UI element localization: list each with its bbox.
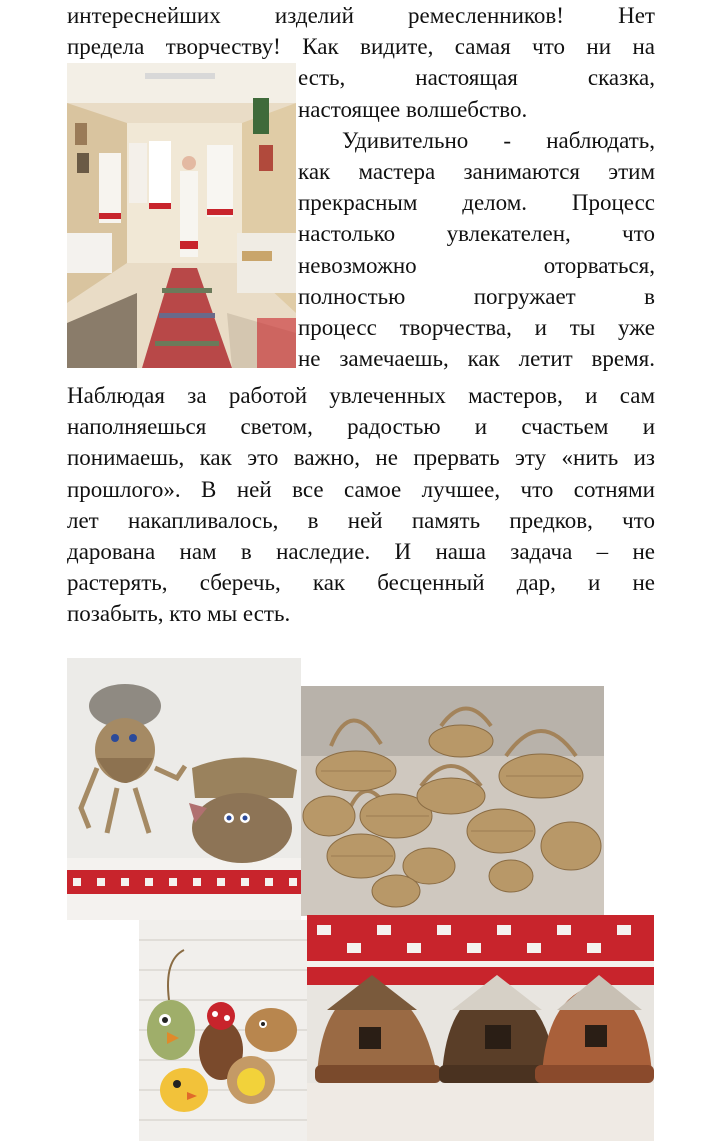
text-line: как мастера занимаются этим (298, 159, 655, 184)
text-line: прекрасным делом. Процесс (298, 190, 655, 216)
text-line: процесс творчества, и ты уже (298, 315, 655, 340)
text-line: интереснейших изделий ремесленников! Нет (67, 3, 655, 28)
text-line: настоящее волшебство. (298, 96, 528, 122)
text-line: наполняешься светом, радостью и счастьем и (67, 414, 655, 440)
painted-ornaments-photo (139, 920, 307, 1141)
text-line: есть, настоящая сказка, (298, 65, 655, 91)
text-line: дарована нам в наследие. И наша задача – не (67, 539, 655, 564)
text-line: полностью погружает в (298, 283, 655, 309)
text-line: понимаешь, как это важно, не прервать эту «нить из (67, 445, 655, 471)
text-line: Наблюдая за работой увлеченных мастеров, и сам (67, 383, 655, 408)
text-line: невозможно оторваться, (298, 252, 655, 278)
text-line: не замечаешь, как летит время. (298, 346, 655, 372)
text-line: настолько увлекателен, что (298, 221, 655, 247)
clay-houses-photo (307, 915, 654, 1141)
burlap-dolls-photo (67, 658, 301, 920)
text-line: позабыть, кто мы есть. (67, 601, 291, 627)
text-line: Удивительно - наблюдать, (342, 127, 655, 153)
text-line: растерять, сберечь, как бесценный дар, и не (67, 570, 655, 596)
text-line: предела творчеству! Как видите, самая что ни на (67, 34, 655, 60)
text-line: прошлого». В ней все самое лучшее, что сотнями (67, 476, 655, 502)
exhibition-room-photo (67, 63, 296, 368)
text-line: лет накапливалось, в ней память предков, что (67, 507, 655, 533)
wicker-baskets-photo (301, 686, 604, 916)
